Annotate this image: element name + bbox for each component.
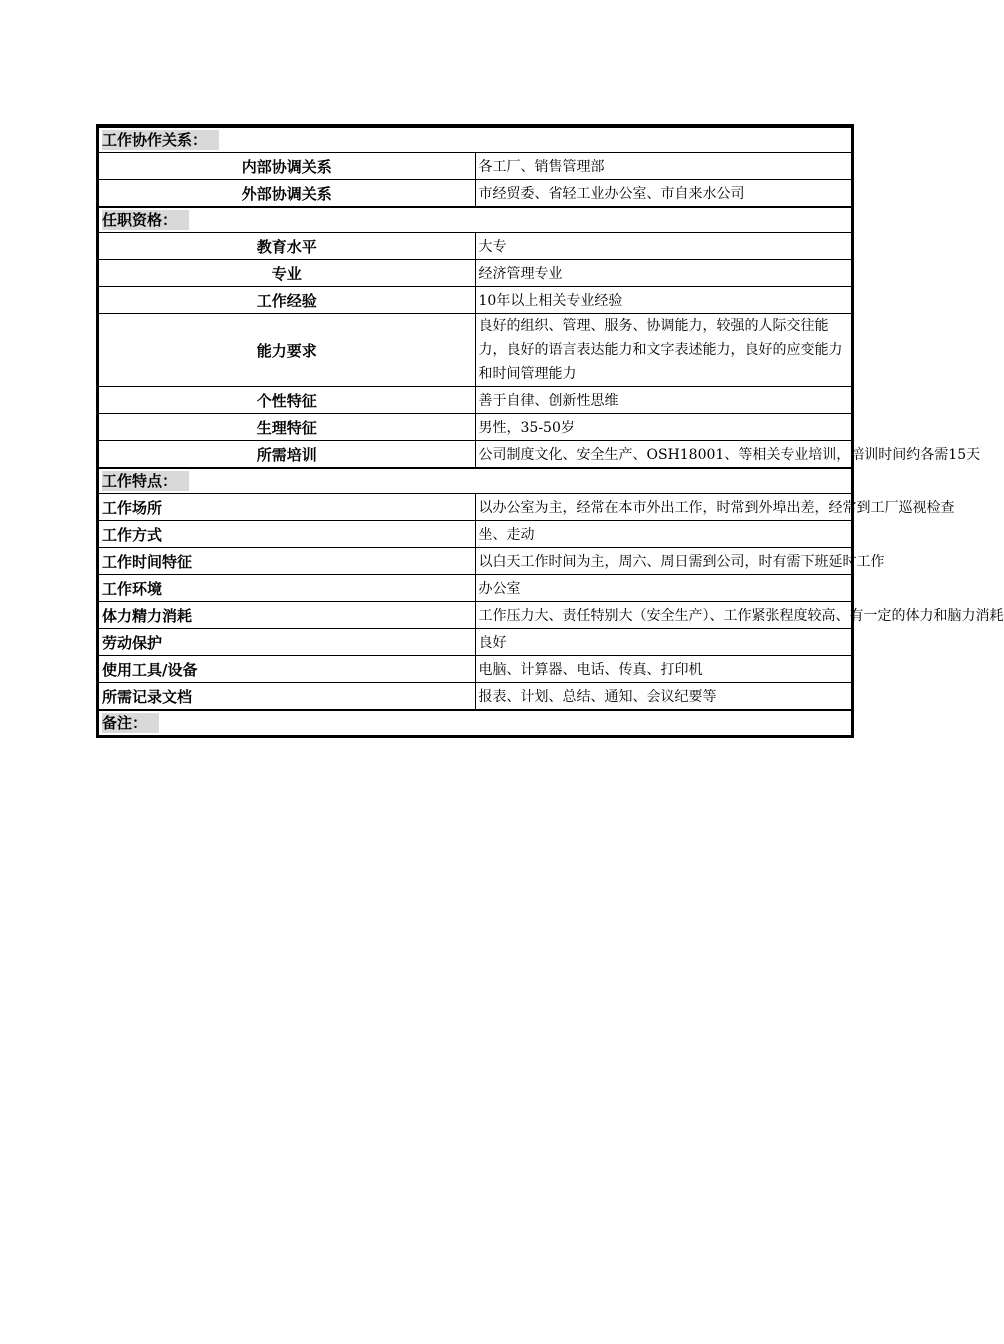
table-row	[99, 153, 852, 180]
section-title: 备注：	[102, 713, 159, 733]
table-row	[99, 521, 852, 548]
table-row	[99, 602, 852, 629]
table-row	[99, 414, 852, 441]
row-label: 工作环境	[99, 575, 476, 602]
row-value: 各工厂、销售管理部	[475, 153, 852, 180]
row-label: 外部协调关系	[99, 180, 476, 208]
row-label: 所需培训	[99, 441, 476, 469]
table-row	[99, 180, 852, 208]
row-value: 工作压力大、责任特别大（安全生产）、工作紧张程度较高、有一定的体力和脑力消耗	[475, 602, 852, 629]
row-value: 男性，35-50岁	[475, 414, 852, 441]
row-label: 内部协调关系	[99, 153, 476, 180]
row-value: 公司制度文化、安全生产、OSH18001、等相关专业培训，培训时间约各需15天	[475, 441, 852, 469]
row-value: 经济管理专业	[475, 260, 852, 287]
section-title: 工作协作关系：	[102, 130, 219, 150]
row-value: 10年以上相关专业经验	[475, 287, 852, 314]
section-title: 任职资格：	[102, 210, 189, 230]
row-value: 报表、计划、总结、通知、会议纪要等	[475, 683, 852, 711]
row-value: 电脑、计算器、电话、传真、打印机	[475, 656, 852, 683]
row-value: 办公室	[475, 575, 852, 602]
table-row	[99, 233, 852, 260]
row-label: 能力要求	[99, 314, 476, 387]
table-row	[99, 629, 852, 656]
row-value: 市经贸委、省轻工业办公室、市自来水公司	[475, 180, 852, 208]
row-label: 工作时间特征	[99, 548, 476, 575]
section-header-qualifications	[99, 207, 852, 233]
row-label: 工作方式	[99, 521, 476, 548]
row-label: 工作场所	[99, 494, 476, 521]
table-row	[99, 548, 852, 575]
table-row	[99, 656, 852, 683]
table-row	[99, 387, 852, 414]
job-description-sheet	[96, 124, 1004, 738]
row-value: 以白天工作时间为主，周六、周日需到公司，时有需下班延时工作	[475, 548, 852, 575]
row-label: 所需记录文档	[99, 683, 476, 711]
row-label: 工作经验	[99, 287, 476, 314]
section-title: 工作特点：	[102, 471, 189, 491]
row-label: 教育水平	[99, 233, 476, 260]
table-row	[99, 494, 852, 521]
table-row	[99, 314, 852, 387]
row-label: 劳动保护	[99, 629, 476, 656]
row-value: 大专	[475, 233, 852, 260]
row-value: 坐、走动	[475, 521, 852, 548]
row-value: 良好	[475, 629, 852, 656]
row-label: 专业	[99, 260, 476, 287]
row-value: 以办公室为主，经常在本市外出工作，时常到外埠出差，经常到工厂巡视检查	[475, 494, 852, 521]
table-row	[99, 260, 852, 287]
row-label: 生理特征	[99, 414, 476, 441]
table-row	[99, 287, 852, 314]
section-header-work-characteristics	[99, 468, 852, 494]
row-value: 良好的组织、管理、服务、协调能力，较强的人际交往能力，良好的语言表达能力和文字表述能力，良好的应变能力和时间管理能力	[475, 314, 852, 387]
row-label: 体力精力消耗	[99, 602, 476, 629]
job-description-table	[98, 126, 1004, 736]
section-header-remarks	[99, 710, 852, 736]
row-value: 善于自律、创新性思维	[475, 387, 852, 414]
row-label: 个性特征	[99, 387, 476, 414]
section-header-collaboration	[99, 127, 852, 153]
row-label: 使用工具/设备	[99, 656, 476, 683]
table-row	[99, 441, 852, 469]
table-row	[99, 575, 852, 602]
table-row	[99, 683, 852, 711]
